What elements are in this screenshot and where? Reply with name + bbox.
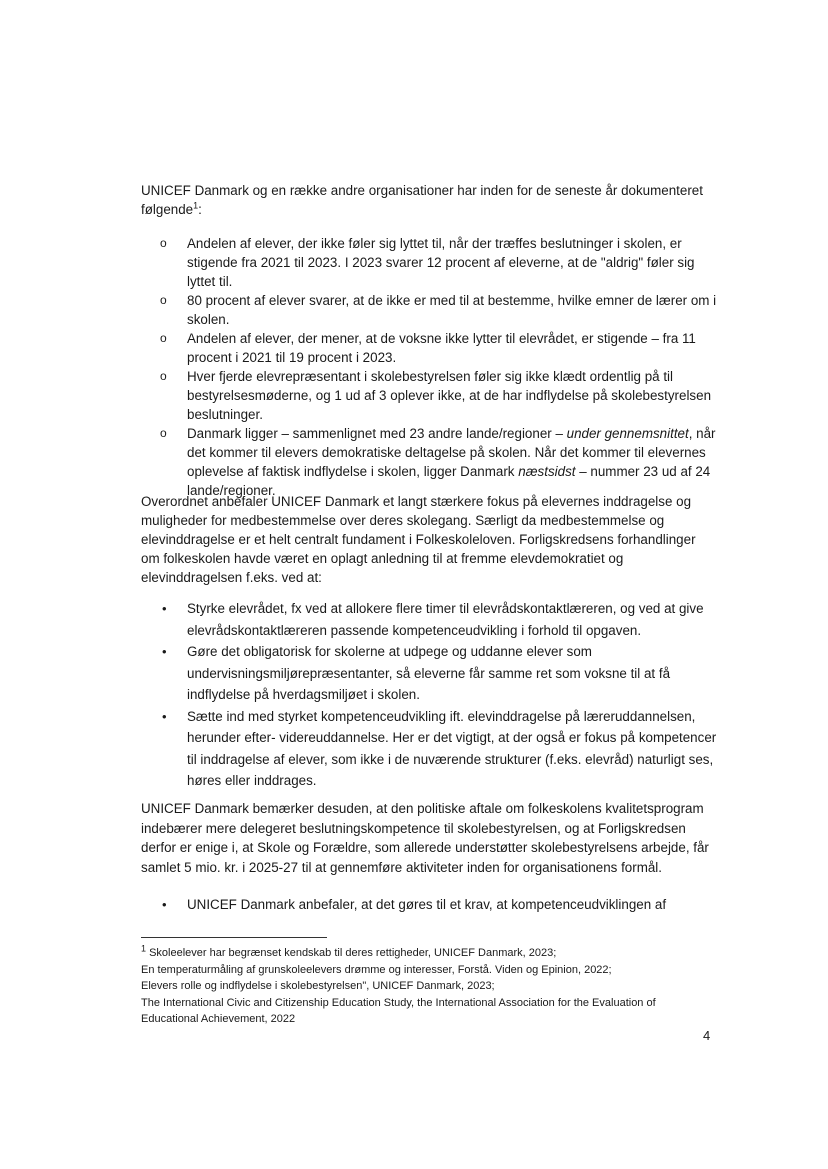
bullet-icon: • [162,644,167,659]
intro-text: UNICEF Danmark og en række andre organisationer har inden for de seneste år dokumenteret følgende [141,183,703,217]
footnote-line: En temperaturmåling af grunskoleelevers drømme og interesser, Forstå. Viden og Epinion, 2022; [141,963,612,976]
emphasis-text: under gennemsnittet [566,426,689,441]
recommendation-paragraph: Overordnet anbefaler UNICEF Danmark et langt stærkere fokus på elevernes inddragelse og muligheder for medbestemmelse over deres skolegang. Særligt da medbestemmelse og elevinddragelse er et helt centralt fundament i Folkeskoleloven. Forligskredsens forhandlinger om folkeskolen havde været en oplagt anledning til at fremme elevdemokratiet og elevinddragelsen f.eks. ved at: [141,494,696,585]
finding-text: Andelen af elever, der mener, at de voksne ikke lytter til elevrådet, er stigende – fra 11 procent i 2021 til 19 procent i 2023. [187,331,696,365]
finding-text: Andelen af elever, der ikke føler sig lyttet til, når der træffes beslutninger i skolen, er stigende fra 2021 til 2023. I 2023 svarer 12 procent af eleverne, at de "aldrig" føler sig lyttet til. [187,236,695,289]
recommendation-text: UNICEF Danmark anbefaler, at det gøres til et krav, at kompetenceudviklingen af [187,897,667,912]
circle-bullet-icon: o [160,369,167,383]
footnote-line: Educational Achievement, 2022 [141,1013,296,1025]
recommendation-text: Styrke elevrådet, fx ved at allokere flere timer til elevrådskontaktlæreren, og ved at give elevrådskontaktlæreren passende kompetenceudvikling i forhold til opgaven. [187,601,704,638]
final-recommendation-list [160,895,720,914]
page-number: 4 [703,1028,711,1043]
footnotes [141,945,721,1028]
findings-list [160,234,720,500]
finding-text: Danmark ligger – sammenlignet med 23 andre lande/regioner – [187,426,567,441]
school-board-paragraph: UNICEF Danmark bemærker desuden, at den politiske aftale om folkeskolens kvalitetsprogram indebærer mere delegeret beslutningskompetence til skolebestyrelsen, og at Forligskredsen derfor er enige i, at Skole og Forældre, som allerede understøtter skolebestyrelsens arbejde, får samlet 5 mio. kr. i 2025-27 til at gennemføre aktiviteter inden for organisationens formål. [141,801,709,875]
footnote-line: The International Civic and Citizenship Education Study, the International Association for the Evaluation of [141,996,656,1009]
list-item [160,367,720,424]
recommendations-list [160,598,720,792]
finding-text: – nummer 23 ud af 24 lande/regioner. [187,464,711,498]
list-item [160,706,720,792]
bullet-icon: • [162,601,167,616]
bullet-icon: • [162,708,167,724]
footnote-line: Elevers rolle og indflydelse i skolebestyrelsen", UNICEF Danmark, 2023; [141,980,495,992]
list-item [160,234,720,291]
finding-text: , når det kommer til elevers demokratiske deltagelse på skolen. Når det kommer til elevernes oplevelse af faktisk indflydelse i skolen, ligger Danmark [187,426,716,479]
intro-suffix: : [198,202,202,217]
footnote-mark: 1 [141,943,147,954]
circle-bullet-icon: o [160,426,167,440]
finding-text: 80 procent af elever svarer, at de ikke er med til at bestemme, hvilke emner de lærer om i skolen. [187,293,717,327]
circle-bullet-icon: o [160,331,167,345]
recommendation-text: Sætte ind med styrket kompetenceudvikling ift. elevinddragelse på læreruddannelsen, herunder efter- videreuddannelse. Her er det vigtigt, at der også er fokus på kompetencer til inddragelse af elever, som ikke i de nuværende strukturer (f.eks. elevråd) naturligt ses, høres eller inddrages. [187,708,717,788]
footnote-line: $^1$ Skoleelever har begrænset kendskab til deres rettigheder, UNICEF Danmark, 2023; [141,943,557,959]
footnote-reference: 1 [193,200,199,211]
circle-bullet-icon: o [160,293,167,307]
recommendation-text: Gøre det obligatorisk for skolerne at udpege og uddanne elever som undervisningsmiljørepræsentanter, så eleverne får samme ret som voksne til at få indflydelse på hverdagsmiljøet i skolen. [187,644,671,702]
list-item [160,598,720,641]
list-item [160,895,720,914]
list-item [160,641,720,706]
list-item [160,291,720,329]
list-item [160,329,720,367]
bullet-icon: • [162,897,167,912]
list-item [160,424,720,500]
intro-paragraph [141,181,711,219]
footnote-divider [141,937,327,938]
emphasis-text: næstsidst [518,464,576,479]
circle-bullet-icon: o [160,236,167,250]
finding-text: Hver fjerde elevrepræsentant i skolebestyrelsen føler sig ikke klædt ordentlig på til bestyrelsesmøderne, og 1 ud af 3 oplever ikke, at de har indflydelse på skolebestyrelsen beslutninger. [187,369,712,422]
